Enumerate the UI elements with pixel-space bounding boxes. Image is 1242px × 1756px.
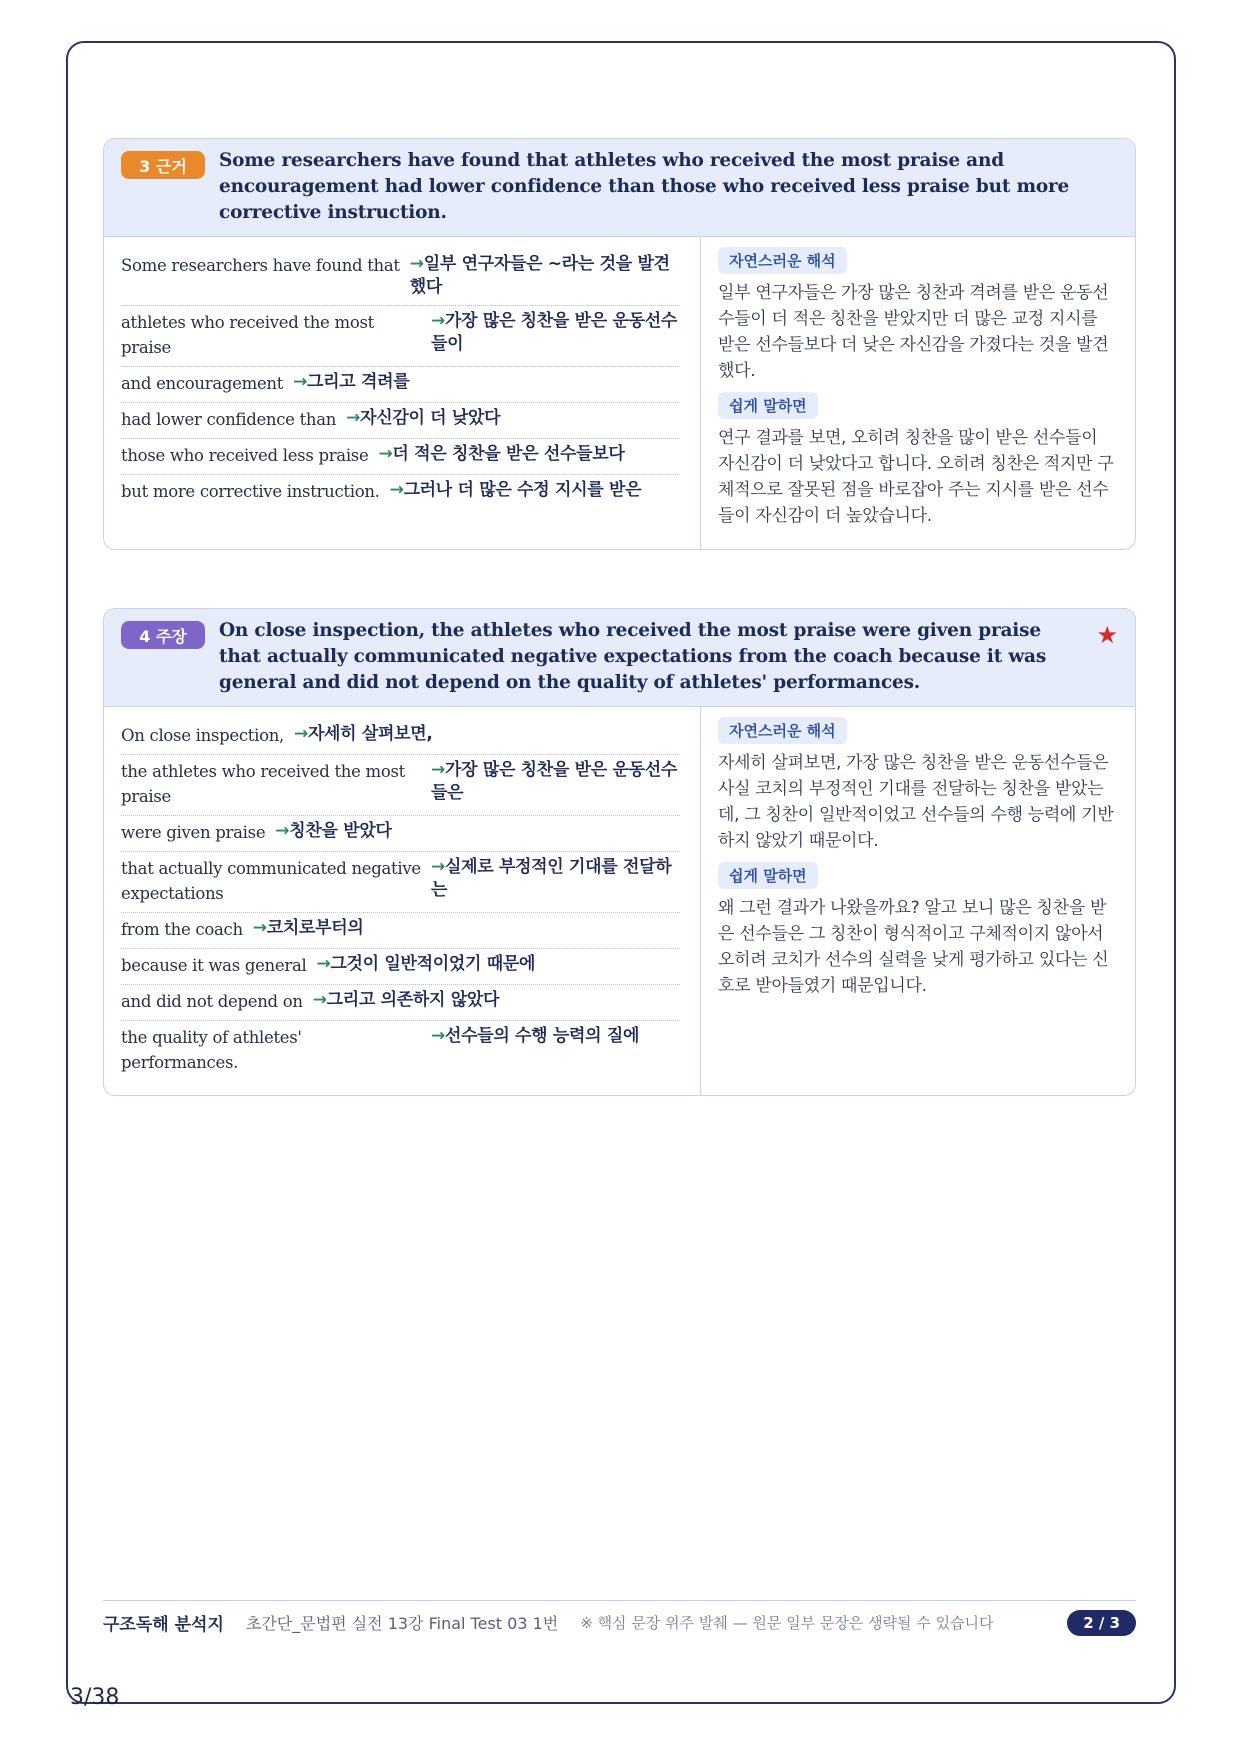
chunk-english: those who received less praise xyxy=(121,446,369,465)
chunk-korean: →가장 많은 칭찬을 받은 운동선수들은 xyxy=(431,760,678,803)
chunk-korean: →그것이 일반적이었기 때문에 xyxy=(316,954,536,974)
chunk-english: the quality of athletes' performances. xyxy=(121,1028,302,1072)
chunk-korean: →그리고 의존하지 않았다 xyxy=(312,990,500,1010)
chunk-row xyxy=(121,1021,680,1081)
arrow-icon: → xyxy=(312,990,327,1010)
chunk-korean: →가장 많은 칭찬을 받은 운동선수들이 xyxy=(431,311,678,354)
footer-note: ※ 핵심 문장 위주 발췌 — 원문 일부 문장은 생략될 수 있습니다 xyxy=(580,1614,994,1632)
chunk-row xyxy=(121,403,680,439)
arrow-icon: → xyxy=(431,760,445,780)
chunk-korean: →코치로부터의 xyxy=(252,918,364,938)
arrow-icon: → xyxy=(346,408,361,428)
chunk-korean: →일부 연구자들은 ~라는 것을 발견했다 xyxy=(409,254,670,297)
arrow-icon: → xyxy=(252,918,267,938)
chunk-english: Some researchers have found that xyxy=(121,256,400,275)
document-page-count: 3/38 xyxy=(70,1685,120,1710)
arrow-icon: → xyxy=(293,372,308,392)
arrow-icon: → xyxy=(431,857,445,877)
chunk-korean: →칭찬을 받았다 xyxy=(275,821,392,841)
footer-brand: 구조독해 분석지 xyxy=(103,1615,224,1635)
natural-translation-label: 자연스러운 해석 xyxy=(718,247,847,274)
chunk-korean: →선수들의 수행 능력의 질에 xyxy=(431,1026,640,1046)
chunk-row xyxy=(121,985,680,1021)
chunk-english: but more corrective instruction. xyxy=(121,482,380,501)
chunk-row xyxy=(121,249,680,306)
natural-translation-label: 자연스러운 해석 xyxy=(718,717,847,744)
arrow-icon: → xyxy=(293,724,308,744)
header-sentence: On close inspection, the athletes who received the most praise were given praise that actually communicated negative expectations from the coach because it was general and did not depend on the quality of athletes' performances. xyxy=(219,620,1047,693)
chunk-row xyxy=(121,913,680,949)
chunk-list xyxy=(104,707,701,1095)
chunk-row xyxy=(121,475,680,510)
chunk-list xyxy=(104,237,701,549)
arrow-icon: → xyxy=(378,444,393,464)
chunk-row xyxy=(121,439,680,475)
chunk-english: athletes who received the most praise xyxy=(121,313,374,357)
easy-explanation-text: 왜 그런 결과가 나왔을까요? 알고 보니 많은 칭찬을 받은 선수들은 그 칭찬이 형식적이고 구체적이지 않아서 오히려 코치가 선수의 실력을 낮게 평가하고 있다는 신호로 받아들였기 때문입니다. xyxy=(718,898,1109,996)
page-footer xyxy=(103,1600,1136,1644)
chunk-english: that actually communicated negative expectations xyxy=(121,859,421,903)
chunk-english: On close inspection, xyxy=(121,726,284,745)
chunk-korean: →자세히 살펴보면, xyxy=(293,724,433,744)
chunk-korean: →자신감이 더 낮았다 xyxy=(346,408,501,428)
chunk-row xyxy=(121,719,680,755)
chunk-english: and did not depend on xyxy=(121,992,303,1011)
easy-explanation-label: 쉽게 말하면 xyxy=(718,392,818,419)
star-icon: ★ xyxy=(1096,621,1118,649)
chunk-english: and encouragement xyxy=(121,374,284,393)
chunk-row xyxy=(121,816,680,852)
block-header xyxy=(104,139,1135,237)
chunk-row xyxy=(121,755,680,816)
chunk-korean: →더 적은 칭찬을 받은 선수들보다 xyxy=(378,444,625,464)
chunk-english: were given praise xyxy=(121,823,266,842)
page-indicator: 2 / 3 xyxy=(1067,1610,1136,1636)
arrow-icon: → xyxy=(275,821,290,841)
chunk-row xyxy=(121,852,680,913)
natural-translation-text: 자세히 살펴보면, 가장 많은 칭찬을 받은 운동선수들은 사실 코치의 부정적인 기대를 전달하는 칭찬을 받았는데, 그 칭찬이 일반적이었고 선수들의 수행 능력에 기반하지 않았기 때문이다. xyxy=(718,753,1114,851)
analysis-block-4 xyxy=(103,608,1136,1096)
chunk-english: because it was general xyxy=(121,956,307,975)
chunk-row xyxy=(121,306,680,367)
chunk-korean: →그리고 격려를 xyxy=(293,372,410,392)
tag-evidence-badge: 3 근거 xyxy=(121,151,205,179)
tag-claim-badge: 4 주장 xyxy=(121,621,205,649)
easy-explanation-label: 쉽게 말하면 xyxy=(718,862,818,889)
footer-source: 초간단_문법편 실전 13강 Final Test 03 1번 xyxy=(245,1614,559,1633)
chunk-row xyxy=(121,367,680,403)
arrow-icon: → xyxy=(389,480,404,500)
arrow-icon: → xyxy=(316,954,331,974)
easy-explanation-text: 연구 결과를 보면, 오히려 칭찬을 많이 받은 선수들이 자신감이 더 낮았다고 합니다. 오히려 칭찬은 적지만 구체적으로 잘못된 점을 바로잡아 주는 지시를 받은 선수들이 자신감이 더 높았습니다. xyxy=(718,428,1114,526)
interpretation-panel xyxy=(701,707,1135,1095)
chunk-english: had lower confidence than xyxy=(121,410,337,429)
natural-translation-text: 일부 연구자들은 가장 많은 칭찬과 격려를 받은 운동선수들이 더 적은 칭찬을 받았지만 더 많은 교정 지시를 받은 선수들보다 더 낮은 자신감을 가졌다는 것을 발견했다. xyxy=(718,283,1109,381)
chunk-row xyxy=(121,949,680,985)
arrow-icon: → xyxy=(431,311,445,331)
chunk-english: from the coach xyxy=(121,920,243,939)
arrow-icon: → xyxy=(409,254,424,274)
header-sentence: Some researchers have found that athletes who received the most praise and encouragement had lower confidence than those who received less praise but more corrective instruction. xyxy=(219,150,1070,223)
chunk-korean: →실제로 부정적인 기대를 전달하는 xyxy=(431,857,672,900)
arrow-icon: → xyxy=(431,1026,445,1046)
interpretation-panel xyxy=(701,237,1135,549)
analysis-block-3 xyxy=(103,138,1136,550)
chunk-korean: →그러나 더 많은 수정 지시를 받은 xyxy=(389,480,642,500)
chunk-english: the athletes who received the most praise xyxy=(121,762,406,806)
block-header xyxy=(104,609,1135,707)
